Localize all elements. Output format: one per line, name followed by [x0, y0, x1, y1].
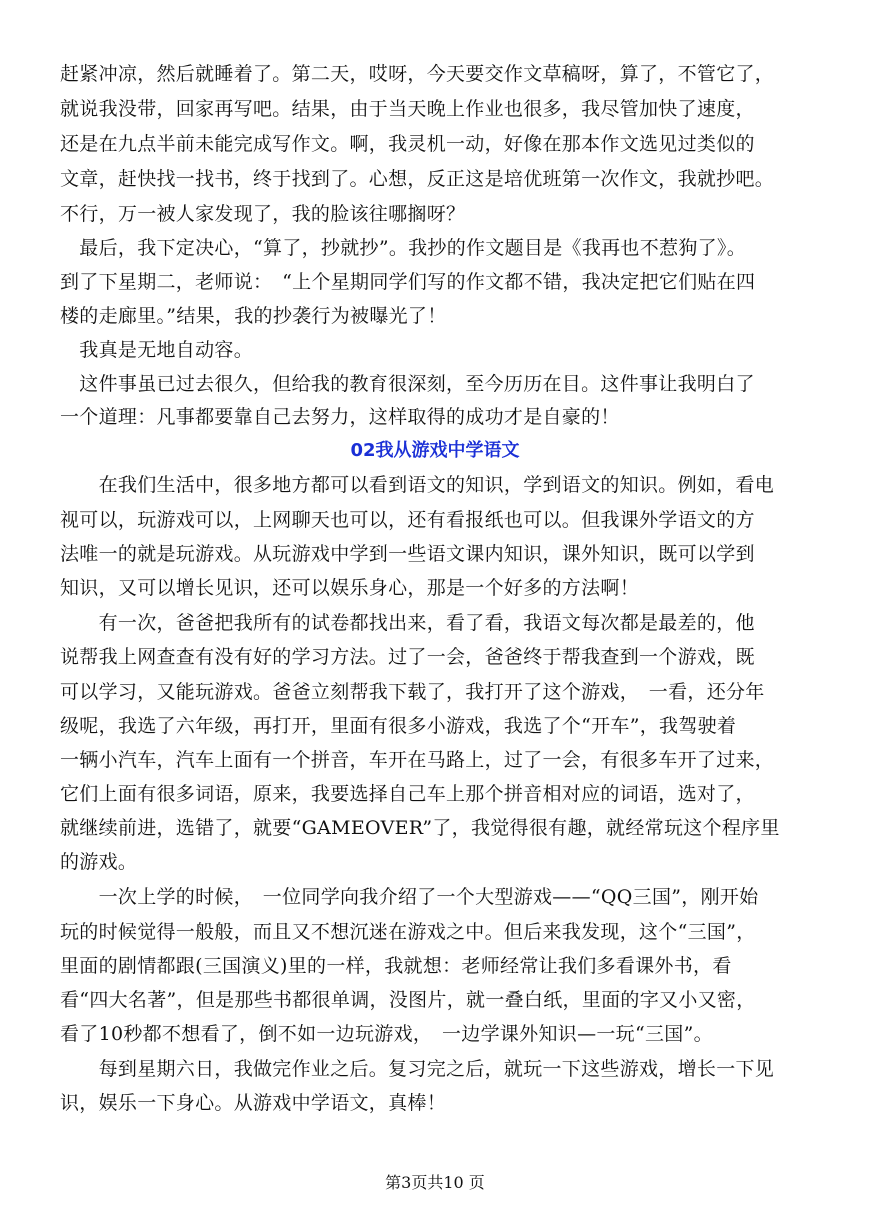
paragraph-line: 里面的剧情都跟(三国演义)里的一样，我就想：老师经常让我们多看课外书，看: [60, 955, 732, 977]
paragraph-line: 的游戏。: [60, 851, 138, 873]
paragraph-line: 有一次，爸爸把我所有的试卷都找出来，看了看，我语文每次都是最差的，他: [60, 612, 755, 634]
paragraph-line: 看了10秒都不想看了，倒不如一边玩游戏， 一边学课外知识—一玩“三国”。: [60, 1023, 713, 1045]
paragraph-line: 玩的时候觉得一般般，而且又不想沉迷在游戏之中。但后来我发现，这个“三国”，: [60, 921, 756, 943]
section-title: 02我从游戏中学语文: [350, 440, 520, 461]
paragraph-line: 在我们生活中，很多地方都可以看到语文的知识，学到语文的知识。例如，看电: [60, 474, 775, 496]
paragraph-line: 赶紧冲凉，然后就睡着了。第二天，哎呀，今天要交作文草稿呀，算了，不管它了，: [60, 63, 775, 85]
paragraph-line: 看“四大名著”，但是那些书都很单调，没图片，就一叠白纸，里面的字又小又密，: [60, 989, 756, 1011]
paragraph-line: 一个道理：凡事都要靠自己去努力，这样取得的成功才是自豪的！: [60, 406, 620, 428]
paragraph-line: 可以学习，又能玩游戏。爸爸立刻帮我下载了，我打开了这个游戏， 一看，还分年: [60, 681, 765, 703]
paragraph-line: 文章，赶快找一找书，终于找到了。心想，反正这是培优班第一次作文，我就抄吧。: [60, 168, 775, 190]
paragraph-line: 它们上面有很多词语，原来，我要选择自己车上那个拼音相对应的词语，选对了，: [60, 783, 755, 805]
paragraph-line: 到了下星期二，老师说： “上个星期同学们写的作文都不错，我决定把它们贴在四: [60, 271, 756, 293]
paragraph-line: 说帮我上网查查有没有好的学习方法。过了一会，爸爸终于帮我查到一个游戏，既: [60, 646, 755, 668]
paragraph-line: 识，娱乐一下身心。从游戏中学语文，真棒！: [60, 1092, 447, 1114]
paragraph-line: 不行，万一被人家发现了，我的脸该往哪搁呀？: [60, 203, 466, 225]
paragraph-line: 视可以，玩游戏可以，上网聊天也可以，还有看报纸也可以。但我课外学语文的方: [60, 509, 755, 531]
paragraph-line: 这件事虽已过去很久，但给我的教育很深刻，至今历历在目。这件事让我明白了: [60, 373, 755, 395]
paragraph-line: 法唯一的就是玩游戏。从玩游戏中学到一些语文课内知识，课外知识，既可以学到: [60, 543, 755, 565]
paragraph-line: 就继续前进，选错了，就要“GAMEOVER”了，我觉得很有趣，就经常玩这个程序里: [60, 817, 780, 839]
paragraph-line: 知识，又可以增长见识，还可以娱乐身心，那是一个好多的方法啊！: [60, 577, 640, 599]
paragraph-line: 最后，我下定决心，“算了，抄就抄”。我抄的作文题目是《我再也不惹狗了》。: [60, 237, 747, 259]
paragraph-line: 每到星期六日，我做完作业之后。复习完之后，就玩一下这些游戏，增长一下见: [60, 1058, 775, 1080]
paragraph-line: 还是在九点半前未能完成写作文。啊，我灵机一动，好像在那本作文选见过类似的: [60, 133, 755, 155]
paragraph-line: 就说我没带，回家再写吧。结果，由于当天晚上作业也很多，我尽管加快了速度，: [60, 98, 755, 120]
page-footer: 第3页共10 页: [385, 1173, 485, 1192]
paragraph-line: 级呢，我选了六年级，再打开，里面有很多小游戏，我选了个“开车”，我驾驶着: [60, 715, 737, 737]
paragraph-line: 我真是无地自动容。: [60, 339, 254, 361]
paragraph-line: 一辆小汽车，汽车上面有一个拼音，车开在马路上，过了一会，有很多车开了过来，: [60, 749, 775, 771]
paragraph-line: 一次上学的时候， 一位同学向我介绍了一个大型游戏——“QQ三国”，刚开始: [60, 886, 759, 908]
paragraph-line: 楼的走廊里。”结果，我的抄袭行为被曝光了！: [60, 305, 447, 327]
